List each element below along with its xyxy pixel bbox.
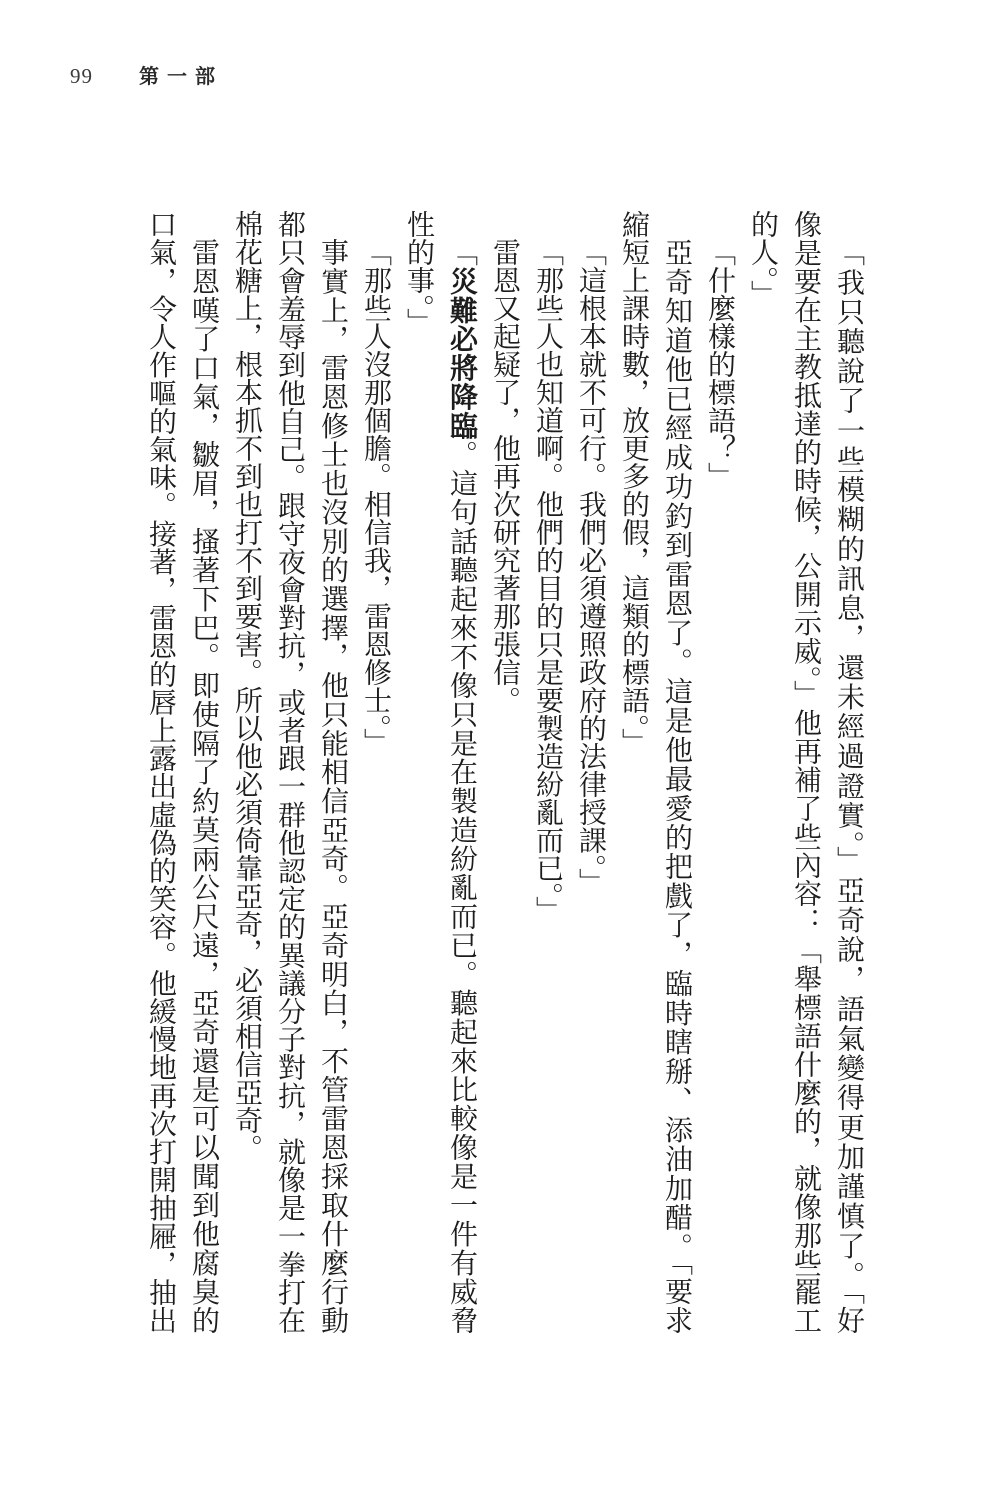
text-column-16: 雷恩嘆了口氣，皺眉，搔著下巴。即使隔了約莫兩公尺遠，亞奇還是可以聞到他腐臭的 [188,238,219,1334]
bold-emphasis: 災難必將降臨 [446,266,477,441]
text-column-1: 「我只聽說了一些模糊的訊息，還未經過證實。」亞奇說，語氣變得更加謹慎了。「好 [833,238,864,1334]
quote-open: 「 [446,238,477,267]
page-number: 99 [70,64,93,88]
text-column-9: 雷恩又起疑了，他再次研究著那張信。 [489,238,520,714]
text-column-5: 亞奇知道他已經成功釣到雷恩了。這是他最愛的把戲了，臨時瞎掰、添油加醋。「要求 [661,238,692,1334]
quote-rest: 。這句話聽起來不像只是在製造紛亂而已。聽起來比較像是一件有威脅 [446,440,477,1335]
text-column-11: 性的事。」 [403,210,434,336]
text-column-14: 都只會羞辱到他自己。跟守夜會對抗，或者跟一群他認定的異議分子對抗，就像是一拳打在 [274,210,305,1334]
text-column-17: 口氣，令人作嘔的氣味。接著，雷恩的唇上露出虛偽的笑容。他緩慢地再次打開抽屜，抽出 [145,210,176,1334]
text-column-15: 棉花糖上，根本抓不到也打不到要害。所以他必須倚靠亞奇，必須相信亞奇。 [231,210,262,1162]
text-column-12: 「那些人沒那個膽。相信我，雷恩修士。」 [360,238,391,756]
running-head [70,60,223,89]
text-column-13: 事實上，雷恩修士也沒別的選擇，他只能相信亞奇。亞奇明白，不管雷恩採取什麼行動 [317,238,348,1334]
text-column-7: 「這根本就不可行。我們必須遵照政府的法律授課。」 [575,238,606,896]
vertical-text-block [139,210,870,1334]
section-title: 第一部 [139,66,223,88]
text-column-6: 縮短上課時數，放更多的假，這類的標語。」 [618,210,649,756]
text-column-8: 「那些人也知道啊。他們的目的只是要製造紛亂而已。」 [532,238,563,924]
text-column-10 [440,210,483,1334]
text-column-2: 像是要在主教抵達的時候，公開示威。」他再補了些內容：「舉標語什麼的，就像那些罷工 [790,210,821,1334]
text-column-4: 「什麼樣的標語？」 [704,238,735,490]
text-column-3: 的人。」 [747,210,778,308]
